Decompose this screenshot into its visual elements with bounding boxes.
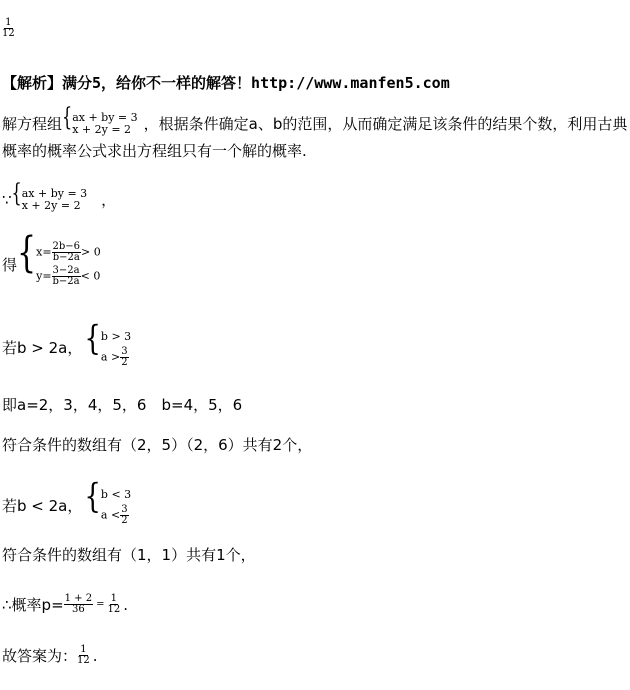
final-denominator: 12 — [77, 655, 90, 666]
x-relation: > 0 — [81, 245, 101, 259]
since-system: { ax + by = 3 x + 2y = 2 — [11, 177, 88, 212]
final-answer-fraction — [77, 645, 90, 666]
y-fraction — [52, 266, 81, 287]
intro-eq2: x + 2y = 2 — [72, 123, 132, 136]
x-numerator: 2b−6 — [52, 241, 81, 252]
case1-a-denominator: 2 — [121, 357, 128, 368]
case1-a-lhs: a > — [100, 350, 121, 364]
y-denominator: b−2a — [52, 276, 80, 287]
y-lhs: y= — [36, 269, 52, 283]
probability-result-denominator: 12 — [107, 604, 121, 615]
probability-fraction — [64, 594, 93, 615]
final-period: . — [92, 646, 98, 665]
since-suffix: ， — [101, 191, 117, 209]
case1-prefix: 若b > 2a， — [2, 339, 83, 357]
intro-system: { ax + by = 3 x + 2y = 2 — [62, 101, 138, 136]
case2-system: { b < 3 a < $\frac{3}{2}$ — [84, 477, 132, 526]
case1-line — [2, 319, 132, 368]
case2-condition-a — [101, 505, 131, 526]
x-lhs: x= — [36, 245, 52, 259]
case2-prefix: 若b < 2a， — [2, 497, 83, 515]
analysis-header — [2, 72, 450, 93]
probability-result-numerator: 1 — [110, 593, 118, 604]
y-numerator: 3−2a — [52, 265, 80, 276]
probability-line — [2, 594, 128, 615]
probability-period: . — [123, 595, 129, 614]
solution-prefix: 得 — [2, 255, 18, 274]
answer-fraction — [2, 18, 15, 39]
case1-condition-a — [101, 347, 131, 368]
probability-numerator: 1 + 2 — [64, 593, 93, 604]
intro-eq1: ax + by = 3 — [72, 111, 138, 124]
analysis-tag: 【解析】 — [2, 74, 63, 92]
probability-prefix: ∴概率p= — [2, 595, 64, 614]
since-eq2: x + 2y = 2 — [21, 199, 81, 212]
probability-equals: = — [96, 598, 105, 610]
since-line — [2, 177, 117, 212]
case1-values: 即a=2，3，4，5，6 b=4，5，6 — [2, 396, 243, 414]
since-eq1: ax + by = 3 — [21, 187, 88, 200]
probability-denominator: 36 — [72, 604, 85, 615]
solution-x — [36, 242, 101, 263]
case1-system: { b > 3 a > $\frac{3}{2}$ — [84, 319, 132, 368]
case1-condition-b: b > 3 — [100, 330, 132, 343]
case2-a-fraction — [120, 505, 128, 526]
intro-prefix: 解方程组 — [2, 115, 63, 133]
answer-numerator: 1 — [5, 17, 12, 28]
case1-count: 符合条件的数组有（2，5）（2，6）共有2个， — [2, 436, 313, 454]
since-symbol: ∵ — [2, 191, 12, 209]
case2-a-lhs: a < — [100, 508, 121, 522]
intro-line-2: 概率的概率公式求出方程组只有一个解的概率. — [2, 142, 307, 160]
probability-result — [108, 594, 121, 615]
case2-a-denominator: 2 — [121, 515, 128, 526]
solution-line — [2, 228, 101, 287]
case2-condition-b: b < 3 — [100, 488, 132, 501]
case1-a-fraction — [120, 347, 128, 368]
final-answer-line — [2, 645, 98, 666]
y-relation: < 0 — [80, 269, 101, 283]
case2-count: 符合条件的数组有（1，1）共有1个， — [2, 546, 256, 564]
final-numerator: 1 — [80, 644, 87, 655]
case2-a-numerator: 3 — [121, 504, 128, 515]
intro-suffix: ，根据条件确定a、b的范围，从而确定满足该条件的结果个数，利用古典 — [143, 115, 628, 133]
x-denominator: b−2a — [52, 252, 80, 263]
x-fraction — [52, 242, 82, 263]
case1-a-numerator: 3 — [121, 346, 128, 357]
header-text: 满分5，给你不一样的解答！http://www.manfen5.com — [62, 74, 450, 92]
answer-denominator: 12 — [2, 28, 15, 39]
solution-y — [36, 266, 101, 287]
solution-system: { x= $\frac{2b-6}{b-2a}$ > 0 y= $\frac{3-2a}{b-2a}$ < 0 — [17, 228, 101, 287]
intro-line-1 — [2, 101, 628, 136]
final-answer-prefix: 故答案为： — [2, 646, 78, 665]
case2-line — [2, 477, 132, 526]
